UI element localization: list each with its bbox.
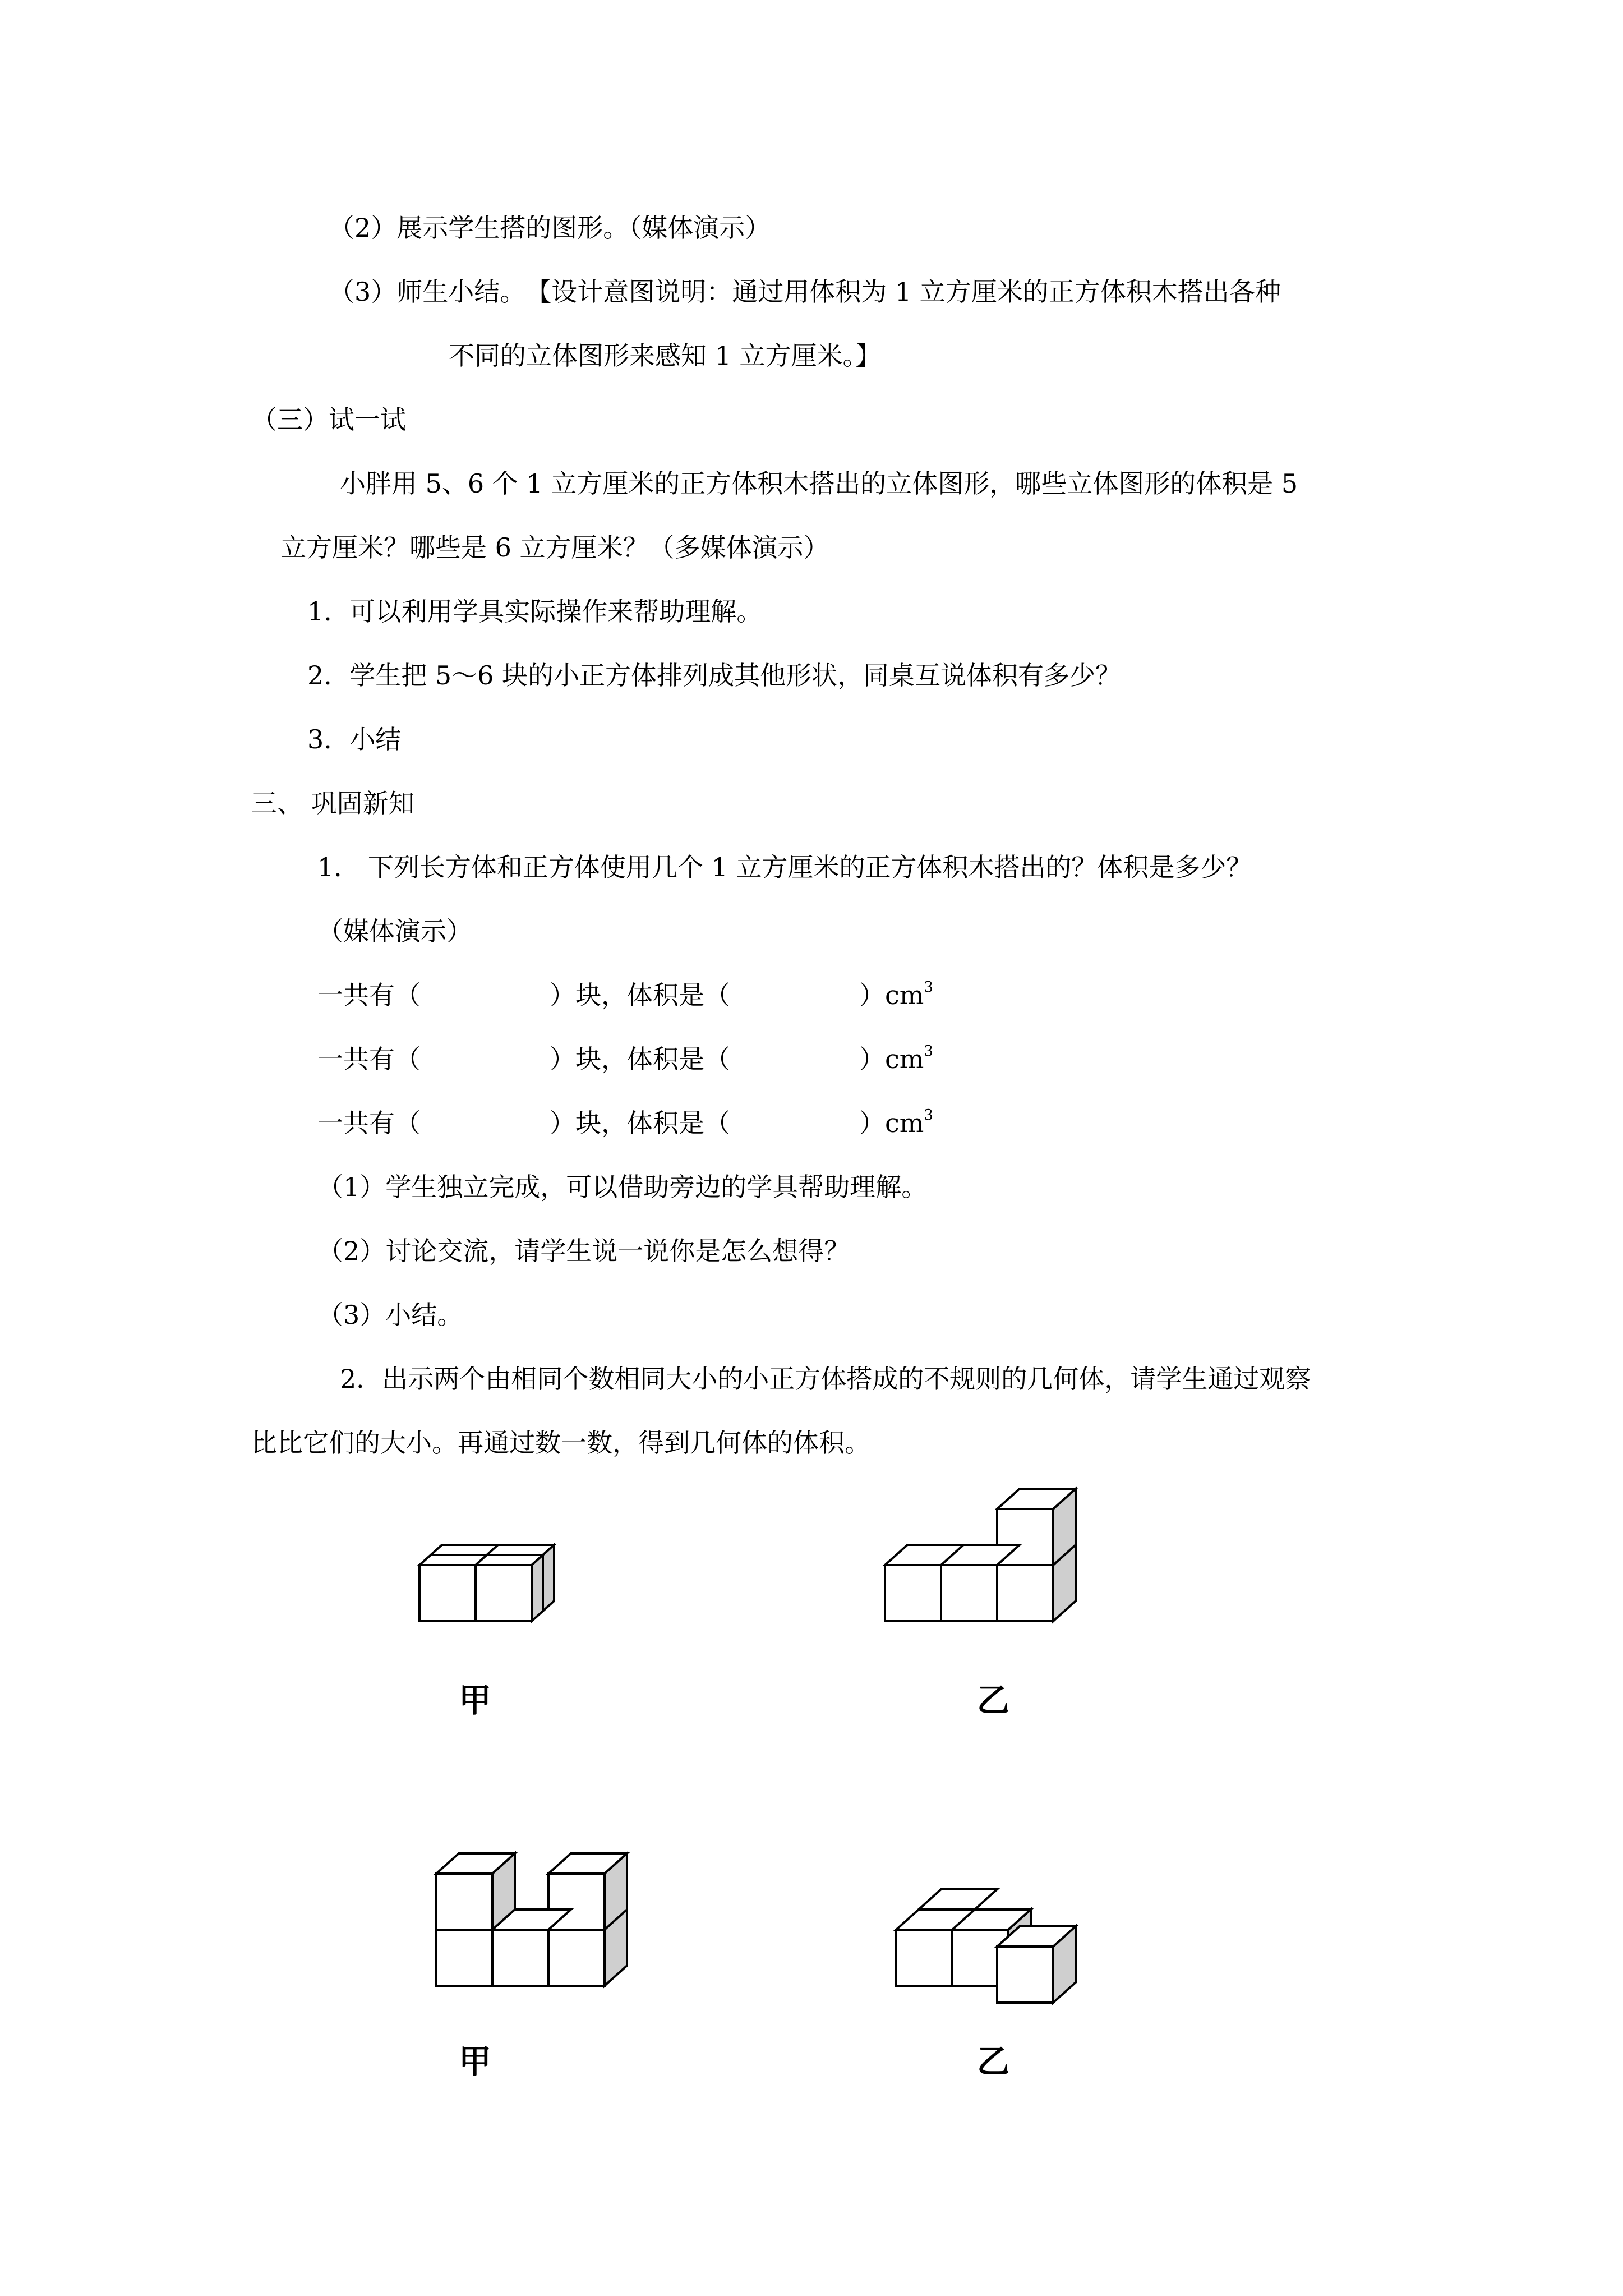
text-line-3: 不同的立体图形来感知 1 立方厘米。】	[449, 341, 882, 371]
cube-figure-yi-1	[864, 1475, 1099, 1644]
figure-label: 甲	[459, 1681, 492, 1719]
cube-figure-jia-2	[415, 1829, 639, 2008]
cube-figure-yi-2	[875, 1874, 1110, 2008]
figure-label: 甲	[459, 2042, 492, 2081]
figure-label: 乙	[977, 1681, 1010, 1719]
exercise-1: 1． 下列长方体和正方体使用几个 1 立方厘米的正方体积木搭出的？体积是多少？	[317, 852, 1252, 882]
fill-row: 一共有（ ）块，体积是（ ）$cm^3$	[317, 1107, 933, 1138]
section-heading-consolidate: 三、 巩固新知	[251, 788, 414, 818]
list-item-3: 3．小结	[307, 724, 402, 754]
section-heading-try: （三）试一试	[251, 404, 406, 435]
text-line-5: 小胖用 5、6 个 1 立方厘米的正方体积木搭出的立体图形，哪些立体图形的体积是 5	[340, 468, 1298, 499]
text-line-12: （媒体演示）	[317, 916, 472, 946]
text-line-17: （2）讨论交流，请学生说一说你是怎么想得？	[317, 1236, 850, 1266]
figure-label: 乙	[977, 2042, 1010, 2081]
list-item-1: 1．可以利用学具实际操作来帮助理解。	[307, 596, 763, 627]
fill-row: 一共有（ ）块，体积是（ ）$cm^3$	[317, 979, 933, 1010]
text-line-16: （1）学生独立完成，可以借助旁边的学具帮助理解。	[317, 1172, 928, 1202]
cube-figure-jia-1	[393, 1515, 594, 1644]
list-item-2: 2．学生把 5～6 块的小正方体排列成其他形状，同桌互说体积有多少？	[307, 660, 1122, 691]
text-line-6: 立方厘米？哪些是 6 立方厘米？（多媒体演示）	[280, 532, 829, 563]
text-line-2: （3）师生小结。 【设计意图说明：通过用体积为 1 立方厘米的正方体积木搭出各种	[329, 277, 1281, 307]
text-line-18: （3）小结。	[317, 1300, 463, 1330]
text-line-20: 比比它们的大小。再通过数一数，得到几何体的体积。	[251, 1428, 870, 1458]
fill-row: 一共有（ ）块，体积是（ ）$cm^3$	[317, 1043, 933, 1074]
exercise-2: 2．出示两个由相同个数相同大小的小正方体搭成的不规则的几何体，请学生通过观察	[340, 1364, 1311, 1394]
text-line-1: （2）展示学生搭的图形。（媒体演示）	[329, 213, 771, 243]
